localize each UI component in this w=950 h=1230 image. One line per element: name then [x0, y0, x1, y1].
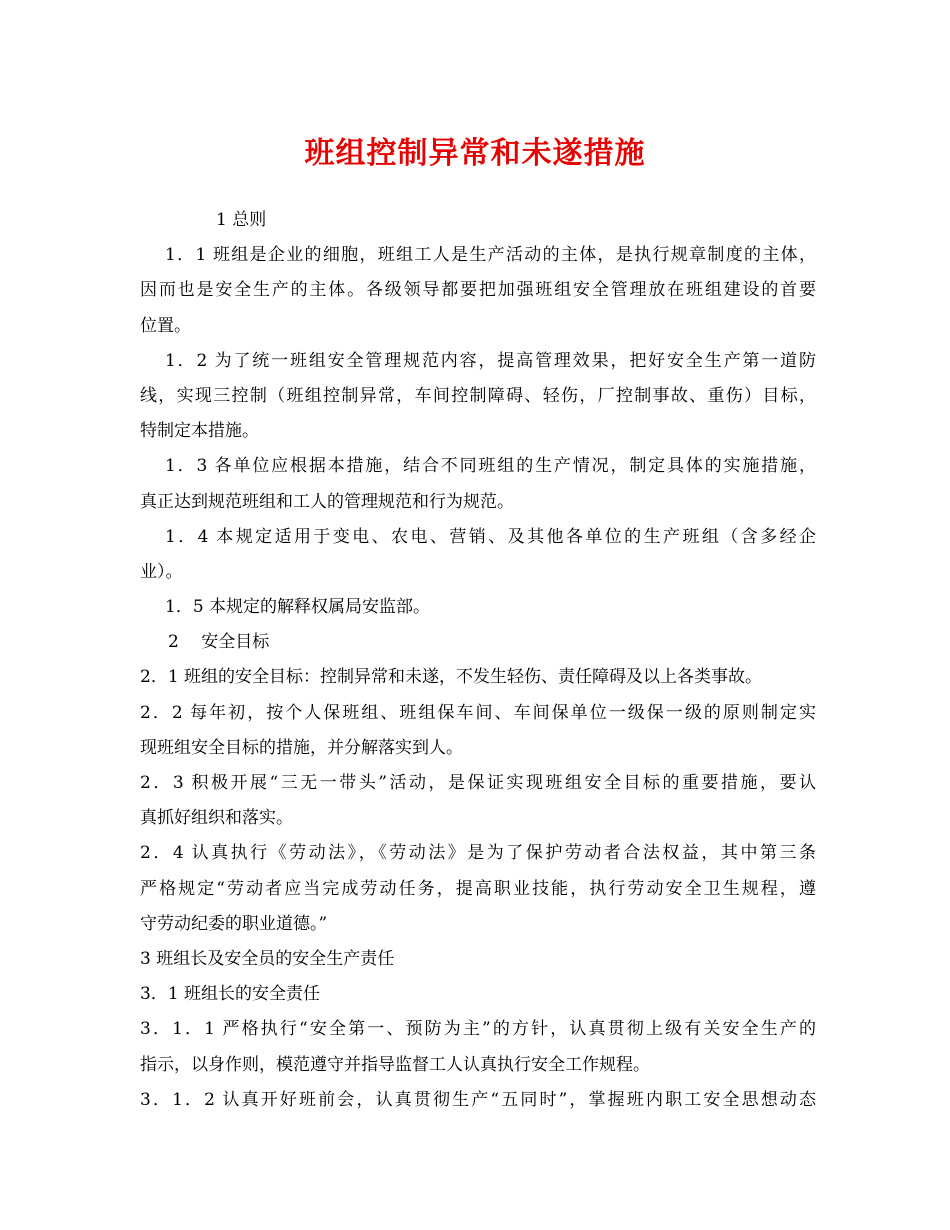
paragraph-line: 指示，以身作则，模范遵守并指导监督工人认真执行安全工作规程。: [140, 1054, 650, 1075]
paragraph-line: 2．2 每年初，按个人保班组、班组保车间、车间保单位一级保一级的原则制定实: [140, 702, 816, 723]
section-heading: 2 安全目标: [168, 632, 270, 653]
paragraph-line: 3．1．1 严格执行“安全第一、预防为主”的方针，认真贯彻上级有关安全生产的: [140, 1019, 816, 1040]
document-body: [140, 203, 816, 1118]
paragraph-line: 特制定本措施。: [140, 421, 259, 442]
paragraph-line: 2．3 积极开展“三无一带头”活动，是保证实现班组安全目标的重要措施，要认: [140, 773, 816, 793]
paragraph-line: 守劳动纪委的职业道德。”: [140, 913, 328, 934]
paragraph-line: 位置。: [140, 315, 191, 336]
paragraph-line: 现班组安全目标的措施，并分解落实到人。: [140, 737, 463, 758]
paragraph-line: 因而也是安全生产的主体。各级领导都要把加强班组安全管理放在班组建设的首要: [140, 280, 816, 301]
paragraph-line: 严格规定“劳动者应当完成劳动任务，提高职业技能，执行劳动安全卫生规程，遵: [140, 878, 816, 899]
section-heading: 3 班组长及安全员的安全生产责任: [140, 948, 395, 969]
paragraph-line: 1．3 各单位应根据本措施，结合不同班组的生产情况，制定具体的实施措施，: [165, 456, 816, 477]
paragraph-line: 1．5 本规定的解释权属局安监部。: [165, 597, 431, 618]
paragraph-line: 业）。: [140, 561, 183, 582]
paragraph-line: 真抓好组织和落实。: [140, 808, 293, 829]
paragraph-line: 2．1 班组的安全目标：控制异常和未遂，不发生轻伤、责任障碍及以上各类事故。: [140, 667, 763, 688]
paragraph-line: 3．1．2 认真开好班前会，认真贯彻生产“五同时”，掌握班内职工安全思想动态: [140, 1089, 816, 1110]
subsection-heading: 3．1 班组长的安全责任: [140, 984, 321, 1005]
paragraph-line: 真正达到规范班组和工人的管理规范和行为规范。: [140, 491, 514, 512]
section-heading: 1 总则: [216, 210, 267, 230]
paragraph-line: 2．4 认真执行《劳动法》，《劳动法》是为了保护劳动者合法权益，其中第三条: [140, 843, 816, 864]
paragraph-line: 1．1 班组是企业的细胞，班组工人是生产活动的主体，是执行规章制度的主体，: [165, 245, 816, 266]
document-title: 班组控制异常和未遂措施: [304, 136, 646, 171]
paragraph-line: 线，实现三控制（班组控制异常，车间控制障碍、轻伤，厂控制事故、重伤）目标，: [140, 385, 816, 406]
paragraph-line: 1．4 本规定适用于变电、农电、营销、及其他各单位的生产班组（含多经企: [165, 526, 816, 547]
paragraph-line: 1．2 为了统一班组安全管理规范内容，提高管理效果，把好安全生产第一道防: [165, 350, 816, 371]
